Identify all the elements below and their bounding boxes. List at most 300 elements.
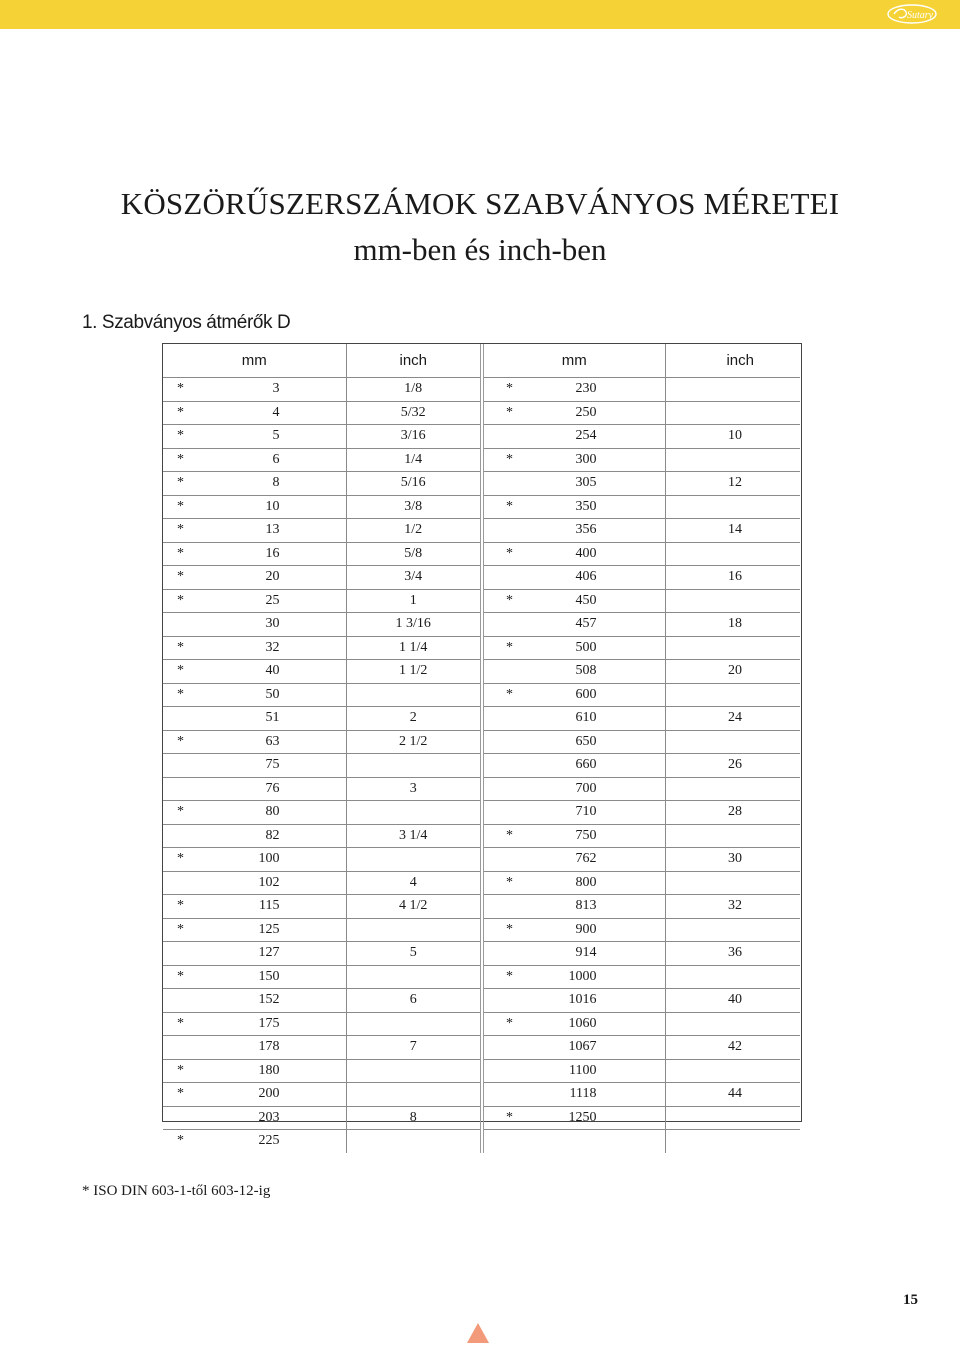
inch-value: 4 1/2 xyxy=(399,898,428,914)
cell-mm-right xyxy=(482,965,665,989)
mm-value: 305 xyxy=(575,475,597,491)
cell-inch-left xyxy=(346,401,482,425)
cell-mm-left xyxy=(163,848,346,872)
iso-star-marker: * xyxy=(177,545,184,561)
mm-value: 1067 xyxy=(568,1039,597,1055)
inch-value: 16 xyxy=(728,569,742,585)
iso-star-marker: * xyxy=(177,921,184,937)
page-number: 15 xyxy=(903,1292,918,1308)
table-row xyxy=(163,1036,800,1060)
cell-inch-left xyxy=(346,589,482,613)
inch-value: 8 xyxy=(409,1109,417,1125)
mm-value: 102 xyxy=(258,874,280,890)
mm-value: 813 xyxy=(575,898,597,914)
inch-value: 6 xyxy=(409,992,417,1008)
cell-mm-right xyxy=(482,1083,665,1107)
iso-star-marker: * xyxy=(177,1015,184,1031)
table-row xyxy=(163,589,800,613)
table-row xyxy=(163,495,800,519)
mm-value: 350 xyxy=(575,498,597,514)
inch-value: 5/32 xyxy=(400,404,426,420)
cell-inch-right xyxy=(665,754,800,778)
mm-value: 76 xyxy=(265,780,280,796)
inch-value: 1/4 xyxy=(404,451,423,467)
inch-value: 12 xyxy=(728,475,742,491)
inch-value: 5/16 xyxy=(400,475,426,491)
cell-mm-right xyxy=(482,660,665,684)
mm-value: 500 xyxy=(575,639,597,655)
cell-mm-left xyxy=(163,1059,346,1083)
cell-inch-right xyxy=(665,660,800,684)
inch-value: 1/2 xyxy=(404,522,423,538)
mm-value: 900 xyxy=(575,921,597,937)
mm-value: 700 xyxy=(575,780,597,796)
cell-mm-right xyxy=(482,1036,665,1060)
mm-value: 4 xyxy=(272,404,280,420)
cell-inch-left xyxy=(346,683,482,707)
iso-star-marker: * xyxy=(506,686,513,702)
section-heading: 1. Szabványos átmérők D xyxy=(82,312,291,333)
mm-value: 800 xyxy=(575,874,597,890)
cell-mm-left xyxy=(163,636,346,660)
iso-star-marker: * xyxy=(177,381,184,396)
cell-inch-right xyxy=(665,519,800,543)
cell-mm-left xyxy=(163,1130,346,1153)
cell-mm-right xyxy=(482,542,665,566)
cell-mm-right xyxy=(482,730,665,754)
mm-value: 175 xyxy=(258,1015,280,1031)
cell-mm-right xyxy=(482,495,665,519)
iso-star-marker: * xyxy=(177,1133,184,1148)
inch-value: 36 xyxy=(728,945,742,961)
table-row xyxy=(163,754,800,778)
cell-mm-left xyxy=(163,989,346,1013)
column-header-inch-right: inch xyxy=(665,344,800,378)
cell-inch-left xyxy=(346,425,482,449)
cell-mm-left xyxy=(163,871,346,895)
inch-value: 7 xyxy=(409,1039,417,1055)
cell-mm-right xyxy=(482,707,665,731)
cell-inch-right xyxy=(665,425,800,449)
cell-inch-right xyxy=(665,801,800,825)
column-header-mm-left: mm xyxy=(163,344,346,378)
mm-value: 750 xyxy=(575,827,597,843)
mm-value: 1118 xyxy=(569,1086,597,1102)
inch-value: 32 xyxy=(728,898,742,914)
mm-value: 100 xyxy=(258,851,280,867)
mm-value: 203 xyxy=(258,1109,280,1125)
cell-mm-left xyxy=(163,566,346,590)
table-row xyxy=(163,401,800,425)
mm-value: 710 xyxy=(575,804,597,820)
cell-inch-right xyxy=(665,1012,800,1036)
cell-inch-right xyxy=(665,848,800,872)
cell-inch-right xyxy=(665,989,800,1013)
table-row xyxy=(163,542,800,566)
cell-inch-left xyxy=(346,542,482,566)
cell-mm-right xyxy=(482,918,665,942)
cell-inch-right xyxy=(665,777,800,801)
cell-inch-right xyxy=(665,707,800,731)
mm-value: 300 xyxy=(575,451,597,467)
iso-star-marker: * xyxy=(177,475,184,490)
mm-value: 1060 xyxy=(568,1015,597,1031)
cell-mm-left xyxy=(163,730,346,754)
mm-value: 508 xyxy=(575,663,597,679)
table-row xyxy=(163,425,800,449)
cell-mm-right xyxy=(482,1130,665,1153)
table-row xyxy=(163,1130,800,1153)
inch-value: 1 3/16 xyxy=(395,616,431,632)
mm-value: 1250 xyxy=(568,1109,597,1125)
cell-inch-left xyxy=(346,519,482,543)
cell-mm-left xyxy=(163,1083,346,1107)
cell-inch-left xyxy=(346,1106,482,1130)
mm-value: 450 xyxy=(575,592,597,608)
cell-mm-right xyxy=(482,871,665,895)
inch-value: 40 xyxy=(728,992,742,1008)
cell-inch-left xyxy=(346,636,482,660)
cell-mm-left xyxy=(163,472,346,496)
mm-value: 600 xyxy=(575,686,597,702)
mm-value: 660 xyxy=(575,757,597,773)
inch-value: 3/8 xyxy=(404,498,423,514)
iso-star-marker: * xyxy=(177,898,184,913)
table-row xyxy=(163,989,800,1013)
cell-mm-left xyxy=(163,660,346,684)
cell-inch-left xyxy=(346,895,482,919)
cell-inch-left xyxy=(346,777,482,801)
mm-value: 152 xyxy=(258,992,280,1008)
iso-star-marker: * xyxy=(506,498,513,514)
table-row xyxy=(163,871,800,895)
inch-value: 1 1/4 xyxy=(399,639,428,655)
mm-value: 8 xyxy=(272,475,280,491)
cell-inch-right xyxy=(665,871,800,895)
table-row xyxy=(163,777,800,801)
column-header-mm-right: mm xyxy=(482,344,665,378)
iso-star-marker: * xyxy=(177,686,184,702)
cell-mm-left xyxy=(163,1036,346,1060)
cell-inch-left xyxy=(346,801,482,825)
inch-value: 24 xyxy=(728,710,742,726)
cell-mm-right xyxy=(482,754,665,778)
inch-value: 3 1/4 xyxy=(399,827,428,843)
cell-mm-left xyxy=(163,683,346,707)
mm-value: 914 xyxy=(575,945,597,961)
cell-mm-left xyxy=(163,589,346,613)
iso-star-marker: * xyxy=(177,498,184,514)
iso-star-marker: * xyxy=(177,404,184,420)
cell-mm-right xyxy=(482,425,665,449)
mm-value: 6 xyxy=(272,451,280,467)
inch-value: 42 xyxy=(728,1039,742,1055)
cell-inch-left xyxy=(346,918,482,942)
cell-inch-left xyxy=(346,472,482,496)
cell-inch-left xyxy=(346,448,482,472)
cell-mm-right xyxy=(482,636,665,660)
iso-star-marker: * xyxy=(177,428,184,443)
cell-inch-left xyxy=(346,824,482,848)
iso-star-marker: * xyxy=(506,545,513,561)
mm-value: 32 xyxy=(265,639,280,655)
cell-mm-left xyxy=(163,895,346,919)
inch-value: 1/8 xyxy=(404,381,423,397)
mm-value: 16 xyxy=(265,545,280,561)
cell-inch-left xyxy=(346,660,482,684)
cell-inch-left xyxy=(346,942,482,966)
cell-inch-left xyxy=(346,1059,482,1083)
table-row xyxy=(163,707,800,731)
cell-inch-right xyxy=(665,542,800,566)
mm-value: 230 xyxy=(575,381,597,397)
cell-mm-left xyxy=(163,542,346,566)
cell-mm-right xyxy=(482,824,665,848)
inch-value: 1 xyxy=(409,592,417,608)
table-row xyxy=(163,1059,800,1083)
logo-text: Sutary xyxy=(907,10,934,21)
inch-value: 18 xyxy=(728,616,742,632)
table-row xyxy=(163,730,800,754)
mm-value: 127 xyxy=(258,945,280,961)
cell-mm-left xyxy=(163,824,346,848)
cell-mm-right xyxy=(482,1059,665,1083)
cell-inch-right xyxy=(665,1059,800,1083)
iso-star-marker: * xyxy=(177,569,184,584)
mm-value: 762 xyxy=(575,851,597,867)
mm-value: 457 xyxy=(575,616,597,632)
table-body xyxy=(163,378,800,1153)
iso-star-marker: * xyxy=(506,404,513,420)
cell-inch-right xyxy=(665,1106,800,1130)
iso-star-marker: * xyxy=(177,592,184,608)
mm-value: 3 xyxy=(272,381,280,397)
iso-star-marker: * xyxy=(506,381,513,396)
mm-value: 10 xyxy=(265,498,280,514)
cell-mm-left xyxy=(163,965,346,989)
header-band xyxy=(0,0,960,29)
mm-value: 5 xyxy=(272,428,280,444)
iso-star-marker: * xyxy=(177,851,184,866)
mm-value: 180 xyxy=(258,1062,280,1078)
cell-mm-left xyxy=(163,754,346,778)
cell-inch-right xyxy=(665,1083,800,1107)
cell-inch-left xyxy=(346,989,482,1013)
inch-value: 3/16 xyxy=(400,428,426,444)
mm-value: 254 xyxy=(575,428,597,444)
table-row xyxy=(163,918,800,942)
iso-star-marker: * xyxy=(177,639,184,655)
mm-value: 400 xyxy=(575,545,597,561)
table-row xyxy=(163,472,800,496)
cell-mm-right xyxy=(482,401,665,425)
cell-inch-right xyxy=(665,918,800,942)
iso-star-marker: * xyxy=(177,804,184,819)
diameter-table-grid xyxy=(163,344,800,1153)
mm-value: 115 xyxy=(259,898,280,914)
mm-value: 610 xyxy=(575,710,597,726)
page-title: KÖSZÖRŰSZERSZÁMOK SZABVÁNYOS MÉRETEI xyxy=(120,186,840,221)
mm-value: 150 xyxy=(258,968,280,984)
cell-mm-left xyxy=(163,1012,346,1036)
mm-value: 63 xyxy=(265,733,280,749)
table-row xyxy=(163,1012,800,1036)
cell-inch-right xyxy=(665,566,800,590)
inch-value: 14 xyxy=(728,522,742,538)
inch-value: 28 xyxy=(728,804,742,820)
footnote: * ISO DIN 603-1-től 603-12-ig xyxy=(82,1183,271,1199)
table-row xyxy=(163,448,800,472)
cell-mm-left xyxy=(163,495,346,519)
mm-value: 20 xyxy=(265,569,280,585)
cell-mm-right xyxy=(482,566,665,590)
cell-inch-right xyxy=(665,824,800,848)
cell-inch-left xyxy=(346,613,482,637)
table-row xyxy=(163,942,800,966)
cell-mm-right xyxy=(482,378,665,402)
iso-star-marker: * xyxy=(177,968,184,984)
iso-star-marker: * xyxy=(506,451,513,467)
mm-value: 75 xyxy=(265,757,280,773)
table-row xyxy=(163,519,800,543)
cell-inch-right xyxy=(665,448,800,472)
cell-inch-left xyxy=(346,1036,482,1060)
mm-value: 178 xyxy=(258,1039,280,1055)
mm-value: 356 xyxy=(575,522,597,538)
mm-value: 50 xyxy=(265,686,280,702)
cell-mm-right xyxy=(482,942,665,966)
cell-inch-right xyxy=(665,683,800,707)
inch-value: 20 xyxy=(728,663,742,679)
iso-star-marker: * xyxy=(177,1086,184,1101)
cell-mm-right xyxy=(482,1106,665,1130)
mm-value: 30 xyxy=(265,616,280,632)
cell-mm-left xyxy=(163,613,346,637)
cell-mm-right xyxy=(482,613,665,637)
inch-value: 4 xyxy=(409,874,417,890)
column-header-inch-left: inch xyxy=(346,344,482,378)
inch-value: 2 1/2 xyxy=(399,733,428,749)
iso-star-marker: * xyxy=(177,663,184,678)
mm-value: 250 xyxy=(575,404,597,420)
table-row xyxy=(163,965,800,989)
cell-inch-right xyxy=(665,1130,800,1153)
table-row xyxy=(163,660,800,684)
mm-value: 200 xyxy=(258,1086,280,1102)
cell-mm-right xyxy=(482,1012,665,1036)
cell-mm-right xyxy=(482,589,665,613)
table-row xyxy=(163,801,800,825)
cell-inch-right xyxy=(665,1036,800,1060)
cell-mm-left xyxy=(163,777,346,801)
table-row xyxy=(163,848,800,872)
inch-value: 3 xyxy=(409,780,417,796)
mm-value: 25 xyxy=(265,592,280,608)
cell-mm-left xyxy=(163,918,346,942)
table-row xyxy=(163,636,800,660)
cell-inch-right xyxy=(665,942,800,966)
cell-mm-left xyxy=(163,425,346,449)
diameter-table xyxy=(162,343,802,1149)
sutary-logo xyxy=(886,3,938,25)
mm-value: 82 xyxy=(265,827,280,843)
cell-mm-right xyxy=(482,895,665,919)
cell-mm-right xyxy=(482,472,665,496)
iso-star-marker: * xyxy=(506,1015,513,1031)
mm-value: 225 xyxy=(258,1133,280,1149)
iso-star-marker: * xyxy=(506,1109,513,1125)
cell-inch-right xyxy=(665,895,800,919)
iso-star-marker: * xyxy=(506,921,513,937)
inch-value: 44 xyxy=(728,1086,742,1102)
cell-inch-right xyxy=(665,965,800,989)
cell-inch-right xyxy=(665,589,800,613)
cell-mm-left xyxy=(163,801,346,825)
iso-star-marker: * xyxy=(177,522,184,537)
cell-mm-left xyxy=(163,1106,346,1130)
iso-star-marker: * xyxy=(506,639,513,655)
inch-value: 2 xyxy=(409,710,417,726)
cell-mm-left xyxy=(163,519,346,543)
cell-inch-left xyxy=(346,730,482,754)
mm-value: 1000 xyxy=(568,968,597,984)
inch-value: 30 xyxy=(728,851,742,867)
cell-inch-right xyxy=(665,378,800,402)
iso-star-marker: * xyxy=(177,733,184,749)
cell-inch-left xyxy=(346,1012,482,1036)
cell-inch-right xyxy=(665,495,800,519)
cell-inch-right xyxy=(665,613,800,637)
table-row xyxy=(163,824,800,848)
cell-mm-right xyxy=(482,519,665,543)
mm-value: 125 xyxy=(258,921,280,937)
iso-star-marker: * xyxy=(506,592,513,608)
cell-mm-left xyxy=(163,401,346,425)
cell-inch-left xyxy=(346,495,482,519)
inch-value: 26 xyxy=(728,757,742,773)
table-row xyxy=(163,378,800,402)
table-row xyxy=(163,683,800,707)
cell-mm-left xyxy=(163,707,346,731)
cell-inch-right xyxy=(665,472,800,496)
cell-mm-left xyxy=(163,448,346,472)
up-triangle-icon[interactable] xyxy=(467,1323,489,1343)
table-row xyxy=(163,566,800,590)
mm-value: 80 xyxy=(265,804,280,820)
cell-inch-right xyxy=(665,730,800,754)
table-row xyxy=(163,1106,800,1130)
table-row xyxy=(163,895,800,919)
page-subtitle: mm-ben és inch-ben xyxy=(353,232,607,267)
mm-value: 406 xyxy=(575,569,597,585)
cell-mm-left xyxy=(163,378,346,402)
table-row xyxy=(163,1083,800,1107)
mm-value: 40 xyxy=(265,663,280,679)
iso-star-marker: * xyxy=(506,827,513,843)
cell-inch-left xyxy=(346,848,482,872)
inch-value: 1 1/2 xyxy=(399,663,428,679)
inch-value: 10 xyxy=(728,428,742,444)
cell-mm-right xyxy=(482,801,665,825)
iso-star-marker: * xyxy=(506,968,513,984)
cell-inch-right xyxy=(665,636,800,660)
cell-inch-left xyxy=(346,1130,482,1153)
mm-value: 1100 xyxy=(569,1062,597,1078)
mm-value: 1016 xyxy=(568,992,597,1008)
table-row xyxy=(163,613,800,637)
inch-value: 5/8 xyxy=(404,545,423,561)
cell-mm-left xyxy=(163,942,346,966)
